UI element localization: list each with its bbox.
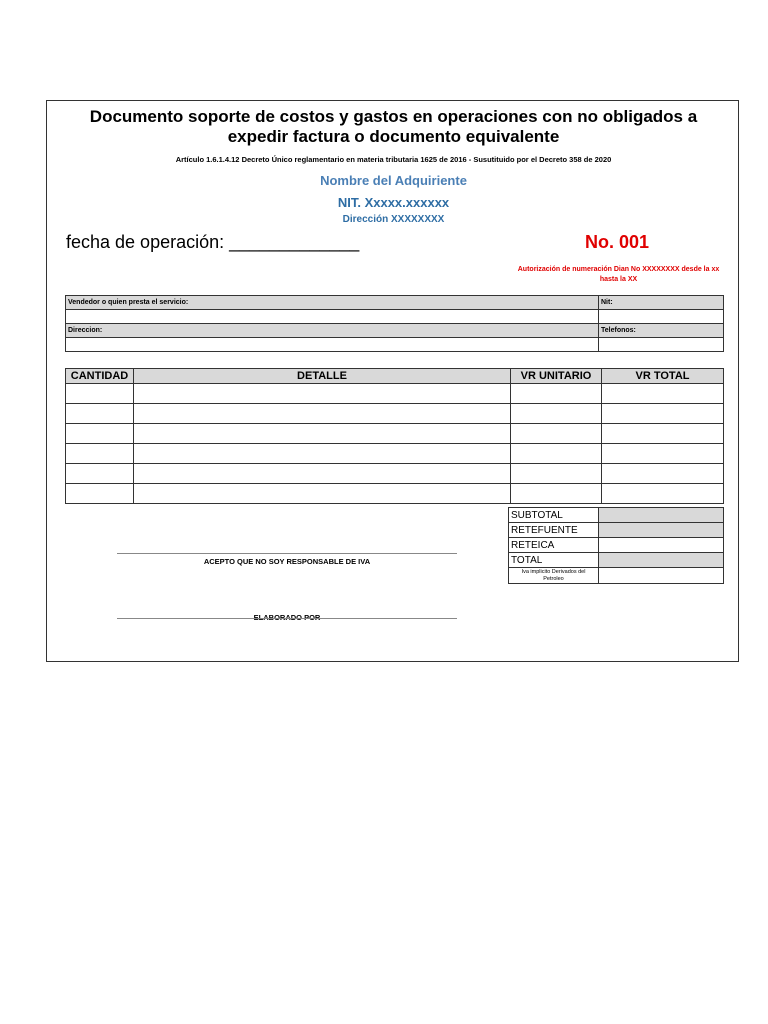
reteica-value[interactable]: [599, 538, 724, 553]
seller-label: Vendedor o quien presta el servicio:: [66, 296, 599, 310]
table-row: [66, 384, 724, 404]
retefuente-value[interactable]: [599, 523, 724, 538]
unit-value-cell[interactable]: [511, 464, 602, 484]
authorization-line-2: hasta la XX: [599, 276, 638, 283]
seller-field[interactable]: [66, 310, 599, 324]
unit-value-cell[interactable]: [511, 384, 602, 404]
vendor-table: [65, 295, 724, 352]
detail-cell[interactable]: [134, 424, 511, 444]
total-value-cell[interactable]: [602, 424, 724, 444]
total-value-cell[interactable]: [602, 484, 724, 504]
document-frame: [46, 100, 739, 662]
phone-label: Telefonos:: [599, 324, 724, 338]
article-reference: Artículo 1.6.1.4.12 Decreto Único reglamentario en materia tributaria 1625 de 2016 - Susutituido por el Decreto 358 de 2020: [175, 155, 612, 164]
table-row: [66, 424, 724, 444]
signature-line-accept: [117, 553, 457, 554]
operation-date: fecha de operación: _____________: [66, 232, 360, 252]
total-value[interactable]: [599, 553, 724, 568]
total-value-cell[interactable]: [602, 404, 724, 424]
signature-line-prepared: [117, 618, 457, 619]
detail-cell[interactable]: [134, 484, 511, 504]
total-value-cell[interactable]: [602, 384, 724, 404]
title-line-1: Documento soporte de costos y gastos en operaciones con no obligados a: [89, 107, 698, 126]
table-row: [66, 484, 724, 504]
accept-iva-label: ACEPTO QUE NO SOY RESPONSABLE DE IVA: [203, 557, 371, 566]
unit-value-cell[interactable]: [511, 424, 602, 444]
address-label: Direccion:: [66, 324, 599, 338]
nit-field[interactable]: [599, 310, 724, 324]
table-row: [66, 444, 724, 464]
authorization-line-1: Autorización de numeración Dian No XXXXXXXX desde la xx: [517, 266, 720, 273]
detail-cell[interactable]: [134, 464, 511, 484]
document-number: No. 001: [585, 232, 650, 252]
title-line-2: expedir factura o documento equivalente: [227, 127, 560, 146]
iva-note-label: Iva implicito Derivados del Petroleo: [509, 568, 599, 584]
items-header-row: [66, 369, 724, 384]
unit-value-cell[interactable]: [511, 444, 602, 464]
quantity-cell[interactable]: [66, 484, 134, 504]
address-field[interactable]: [66, 338, 599, 352]
totals-table: [508, 507, 724, 584]
retefuente-label: RETEFUENTE: [509, 523, 599, 538]
quantity-cell[interactable]: [66, 444, 134, 464]
document-title: [47, 107, 740, 147]
header-total-value: VR TOTAL: [602, 369, 724, 384]
items-table: [65, 368, 724, 504]
detail-cell[interactable]: [134, 384, 511, 404]
quantity-cell[interactable]: [66, 424, 134, 444]
acquirer-name: Nombre del Adquiriente: [320, 173, 467, 188]
iva-value[interactable]: [599, 568, 724, 584]
unit-value-cell[interactable]: [511, 484, 602, 504]
table-row: [66, 464, 724, 484]
detail-cell[interactable]: [134, 444, 511, 464]
header-unit-value: VR UNITARIO: [511, 369, 602, 384]
total-value-cell[interactable]: [602, 444, 724, 464]
reteica-label: RETEICA: [509, 538, 599, 553]
header-quantity: CANTIDAD: [66, 369, 134, 384]
nit-label: Nit:: [599, 296, 724, 310]
quantity-cell[interactable]: [66, 464, 134, 484]
acquirer-address: Dirección XXXXXXXX: [342, 214, 445, 225]
table-row: [66, 404, 724, 424]
phone-field[interactable]: [599, 338, 724, 352]
total-value-cell[interactable]: [602, 464, 724, 484]
prepared-by-label: ELABORADO POR: [253, 613, 321, 622]
acquirer-nit: NIT. Xxxxx.xxxxxx: [337, 195, 450, 210]
authorization-note: [507, 265, 730, 285]
detail-cell[interactable]: [134, 404, 511, 424]
subtotal-value[interactable]: [599, 508, 724, 523]
quantity-cell[interactable]: [66, 384, 134, 404]
header-detail: DETALLE: [134, 369, 511, 384]
total-label: TOTAL: [509, 553, 599, 568]
quantity-cell[interactable]: [66, 404, 134, 424]
unit-value-cell[interactable]: [511, 404, 602, 424]
subtotal-label: SUBTOTAL: [509, 508, 599, 523]
